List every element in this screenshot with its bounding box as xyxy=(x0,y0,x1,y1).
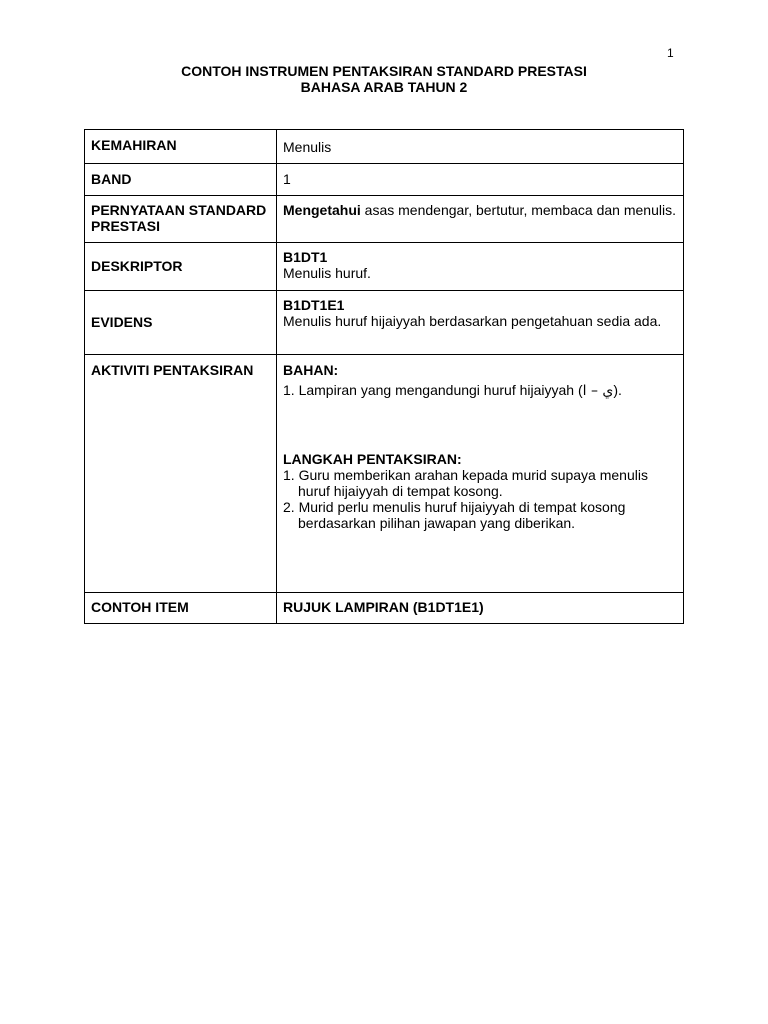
value-aktiviti xyxy=(277,355,684,593)
value-contoh-item xyxy=(277,593,684,624)
value-band xyxy=(277,164,684,196)
label-band-text: BAND xyxy=(91,171,132,187)
value-deskriptor xyxy=(277,243,684,291)
langkah-heading: LANGKAH PENTAKSIRAN: xyxy=(283,451,462,467)
label-kemahiran-text: KEMAHIRAN xyxy=(91,137,177,153)
label-deskriptor xyxy=(85,243,277,291)
langkah-item-1: 1. Guru memberikan arahan kepada murid supaya menulis huruf hijaiyyah di tempat kosong. xyxy=(283,467,648,499)
value-band-text: 1 xyxy=(283,171,291,187)
label-pernyataan-text: PERNYATAAN STANDARD PRESTASI xyxy=(91,202,267,234)
row-aktiviti xyxy=(85,355,684,593)
value-pernyataan-rest: asas mendengar, bertutur, membaca dan menulis. xyxy=(360,202,676,218)
value-kemahiran-text: Menulis xyxy=(283,139,332,155)
value-kemahiran xyxy=(277,130,684,164)
bahan-item xyxy=(283,382,677,399)
bahan-item-prefix: 1. Lampiran yang mengandungi huruf hijaiyyah ( xyxy=(283,382,583,398)
instrument-table xyxy=(84,129,684,624)
label-evidens xyxy=(85,291,277,355)
row-contoh-item xyxy=(85,593,684,624)
row-band xyxy=(85,164,684,196)
bahan-heading: BAHAN: xyxy=(283,362,339,378)
bahan-item-arabic: ي – ا xyxy=(582,383,614,399)
bahan-item-suffix: ). xyxy=(613,382,622,398)
value-pernyataan-bold: Mengetahui xyxy=(283,202,361,218)
page-number: 1 xyxy=(667,46,674,60)
label-aktiviti xyxy=(85,355,277,593)
label-contoh-item xyxy=(85,593,277,624)
row-kemahiran xyxy=(85,130,684,164)
label-evidens-text: EVIDENS xyxy=(91,314,153,330)
title-line-2: BAHASA ARAB TAHUN 2 xyxy=(300,79,468,95)
title-line-1: CONTOH INSTRUMEN PENTAKSIRAN STANDARD PRESTASI xyxy=(181,63,587,79)
langkah-item-2: 2. Murid perlu menulis huruf hijaiyyah di tempat kosong berdasarkan pilihan jawapan yang diberikan. xyxy=(283,499,626,531)
label-kemahiran xyxy=(85,130,277,164)
label-contoh-item-text: CONTOH ITEM xyxy=(91,599,189,615)
label-deskriptor-text: DESKRIPTOR xyxy=(91,258,183,274)
row-evidens xyxy=(85,291,684,355)
deskriptor-code: B1DT1 xyxy=(283,249,328,265)
label-pernyataan xyxy=(85,196,277,243)
evidens-code: B1DT1E1 xyxy=(283,297,345,313)
deskriptor-text: Menulis huruf. xyxy=(283,265,371,281)
row-deskriptor xyxy=(85,243,684,291)
value-pernyataan xyxy=(277,196,684,243)
value-evidens xyxy=(277,291,684,355)
label-band xyxy=(85,164,277,196)
label-aktiviti-text: AKTIVITI PENTAKSIRAN xyxy=(91,362,254,378)
row-pernyataan xyxy=(85,196,684,243)
evidens-text: Menulis huruf hijaiyyah berdasarkan pengetahuan sedia ada. xyxy=(283,313,662,329)
value-contoh-item-text: RUJUK LAMPIRAN (B1DT1E1) xyxy=(283,599,484,615)
document-title xyxy=(0,63,768,95)
